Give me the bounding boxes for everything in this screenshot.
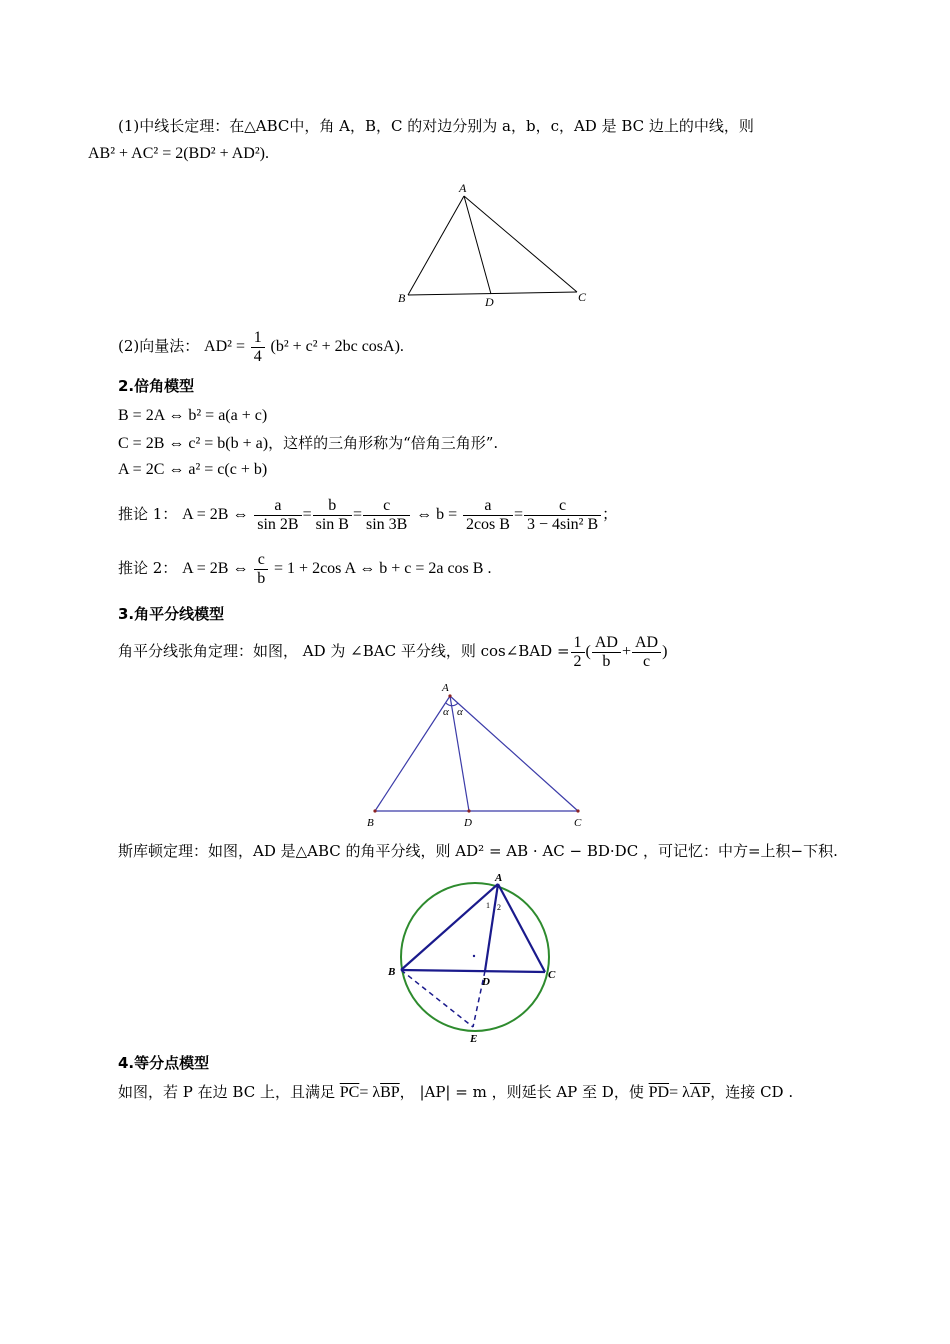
- vector-method-lhs: AD² =: [204, 338, 245, 355]
- side-ab: [401, 884, 498, 970]
- vector-method-line: [118, 327, 404, 366]
- vector-method-rhs: (b² + c² + 2bc cosA).: [270, 338, 404, 355]
- side-ab: [375, 696, 450, 811]
- label-alpha-left: α: [443, 706, 449, 718]
- vector-method-prefix: (2)向量法：: [118, 337, 200, 355]
- label-c: C: [548, 969, 556, 981]
- label-a: A: [459, 181, 467, 195]
- fraction-c-b: $\frac{c}{b}$: [254, 551, 268, 588]
- section-title-division-point: 4.等分点模型: [118, 1054, 210, 1072]
- label-d: D: [485, 295, 494, 309]
- side-bc: [401, 970, 545, 972]
- double-angle-eq3: A = 2C ⇔ a² = c(c + b): [118, 461, 268, 478]
- label-a: A: [495, 872, 503, 884]
- double-angle-eq1: B = 2A ⇔ b² = a(a + c): [118, 407, 268, 424]
- circle-bisector-figure: [385, 868, 565, 1048]
- corollary-2-label: 推论 2：: [118, 559, 178, 577]
- dashed-be: [401, 970, 473, 1027]
- division-point-text: 如图，若 P 在边 BC 上，且满足 $\overline{PC}= \lambda\overline{BP}$， |AP| = m ，则延长 AP 至 D，使 $\overline{PD}= \lambda\overline{AP}$，连接 CD .: [118, 1083, 794, 1101]
- label-b: B: [367, 817, 374, 829]
- vector-bp: $\overline{BP}$: [380, 1084, 400, 1101]
- double-angle-note: ，这样的三角形称为“倍角三角形”.: [268, 434, 499, 452]
- fraction-b-sinb: $\frac{b}{\text{sin B}}$: [313, 497, 352, 534]
- label-c: C: [574, 817, 582, 829]
- fraction-a-2cosb: $\frac{a}{\text{2cos B}}$: [463, 497, 513, 534]
- fraction-one-half: $\frac{1}{2}$: [571, 634, 585, 671]
- bisector-angle-theorem: 角平分线张角定理：如图， AD 为 ∠BAC 平分线，则 cos∠BAD = $\frac{1}{2}$ ( $\frac{AD}{b}$ + $\frac{AD}{c}$ ): [118, 633, 668, 670]
- label-e: E: [470, 1033, 478, 1045]
- median-theorem-line1: (1)中线长定理：在△ABC中，角 A，B，C 的对边分别为 a，b，c，AD 是 BC 边上的中线，则: [118, 117, 754, 135]
- side-ab: [408, 196, 464, 295]
- double-angle-eq2-line: [118, 433, 498, 454]
- label-2: 2: [497, 903, 501, 912]
- vector-pd: $\overline{PD}$: [648, 1084, 670, 1101]
- label-alpha-right: α: [457, 706, 463, 718]
- angle-bisector-figure: [362, 680, 592, 830]
- side-ac: [450, 696, 578, 811]
- bisector-ad: [485, 884, 498, 971]
- label-1: 1: [486, 901, 490, 910]
- section-title-angle-bisector: 3.角平分线模型: [118, 605, 225, 623]
- side-ac: [464, 196, 577, 292]
- median-ad: [464, 196, 491, 294]
- double-angle-eq2: C = 2B ⇔ c² = b(b + a): [118, 435, 269, 452]
- corollary-2: 推论 2： A = 2B ⇔ $\frac{c}{b}$ = 1 + 2cos A ⇔ b + c = 2a cos B .: [118, 550, 492, 587]
- scooten-theorem: 斯库顿定理：如图，AD 是△ABC 的角平分线，则 AD² = AB · AC − BD·DC ，可记忆：中方=上积−下积.: [118, 842, 838, 860]
- label-d: D: [482, 976, 490, 988]
- median-triangle-figure: [395, 178, 595, 313]
- label-b: B: [398, 291, 406, 305]
- label-d: D: [464, 817, 472, 829]
- side-ac: [498, 884, 545, 972]
- fraction-c-3-4sin2b: $\frac{c}{\text{3 − 4sin² B}}$: [524, 497, 601, 534]
- fraction-ad-b: $\frac{AD}{b}$: [592, 634, 621, 671]
- fraction-ad-c: $\frac{AD}{c}$: [632, 634, 661, 671]
- label-c: C: [578, 290, 587, 304]
- vector-ap: $\overline{AP}$: [689, 1084, 711, 1101]
- vector-pc: $\overline{PC}$: [339, 1084, 360, 1101]
- fraction-a-sin2b: $\frac{a}{\sin 2B}$: [254, 497, 301, 534]
- one-quarter-fraction: $\frac{1}{4}$: [251, 329, 265, 366]
- label-a: A: [442, 682, 449, 694]
- corollary-1: 推论 1： A = 2B ⇔ $\frac{a}{\sin 2B}$ = $\frac{b}{\text{sin B}}$ = $\frac{c}{\sin 3B}$ ⇔ b = $\frac{a}{\text{2cos B}}$ = $\frac{c}{\text{3 − 4sin² B}}$ ；: [118, 496, 618, 533]
- corollary-1-label: 推论 1：: [118, 505, 178, 523]
- fraction-c-sin3b: $\frac{c}{\sin 3B}$: [363, 497, 410, 534]
- label-b: B: [388, 966, 396, 978]
- section-title-double-angle: 2.倍角模型: [118, 377, 195, 395]
- median-theorem-formula: AB² + AC² = 2(BD² + AD²).: [88, 145, 269, 162]
